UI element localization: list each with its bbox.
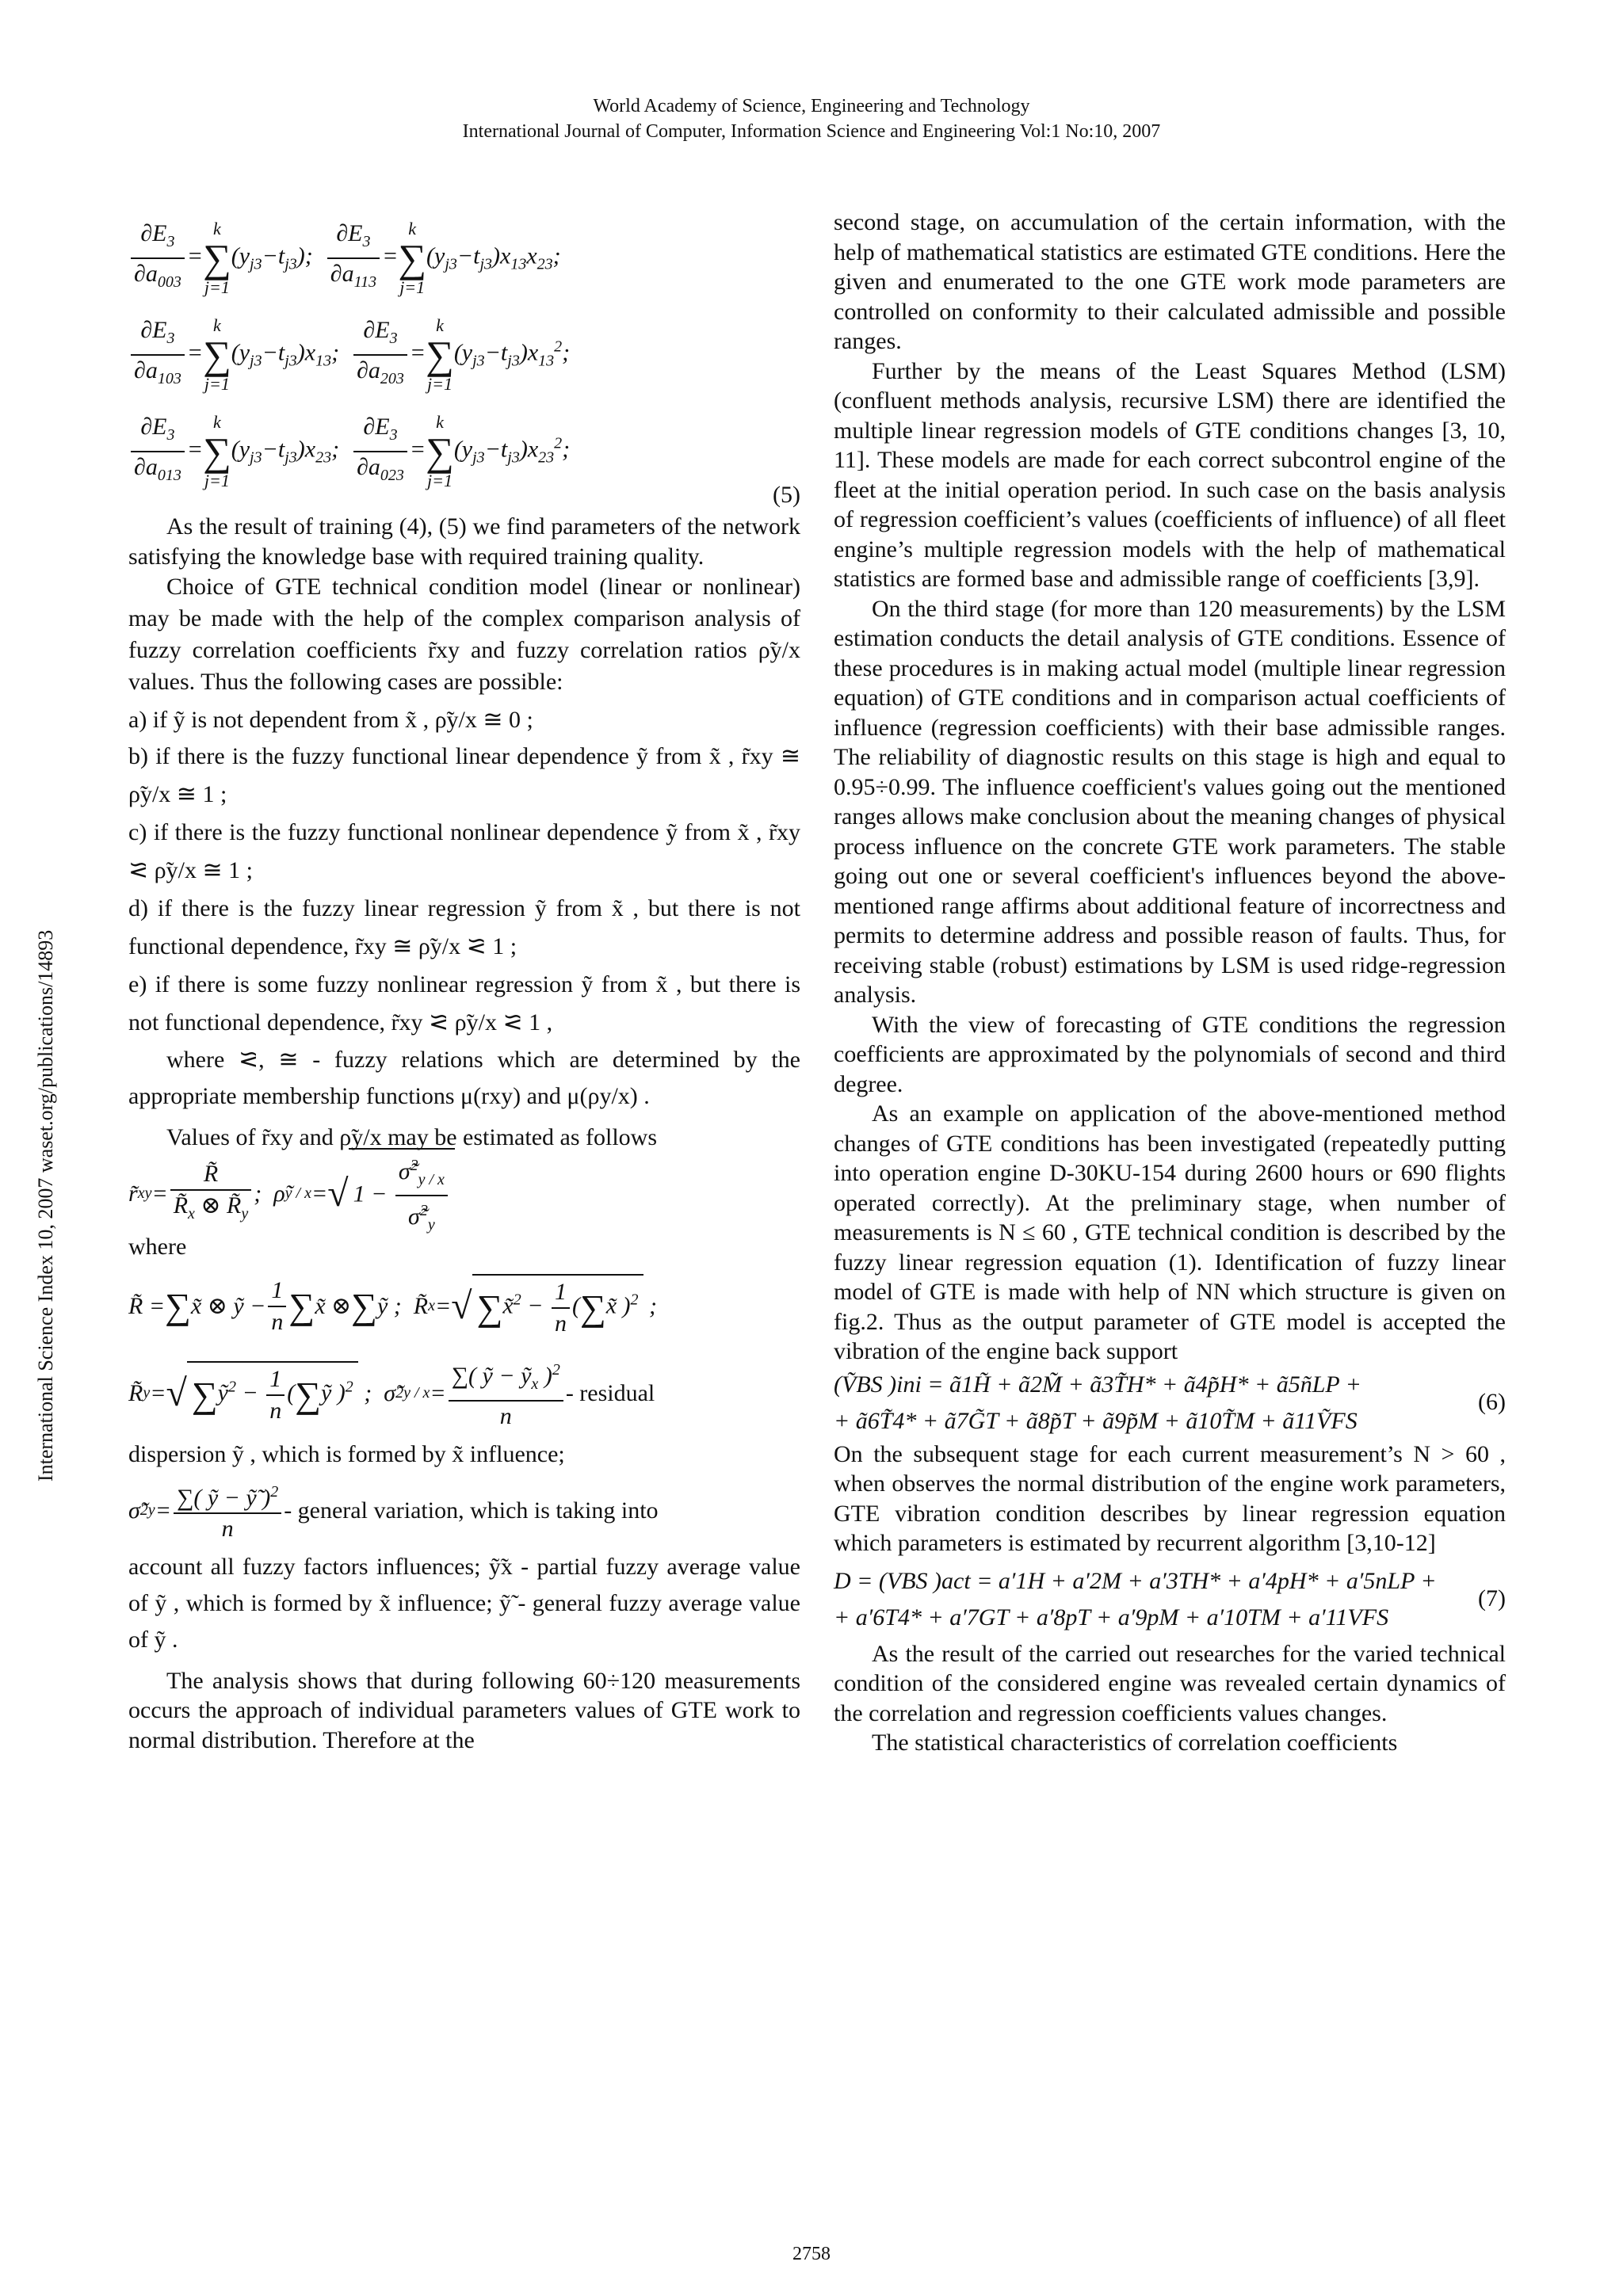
derivative-row-3: $\frac{\partial E_3}{\partial a_{013}}$ =k ∑ $j=1(y_{j3}-t_{j3})x_{23}$; $\frac{\partial E_3}{\partial a_{023}}$ =k ∑ $j=1(y_{j3}-t_{j3})x_{23}^2$; <box>128 412 800 483</box>
derivative-row-1: $\frac{\partial E_3}{\partial a_{003}}$ =k ∑ $j=1(y_{j3}-t_{j3})$; $\frac{\partial E_3}{\partial a_{113}}$ =k ∑ $j=1(y_{j3}-t_{j3})x_{13}x_{23}$; <box>128 219 800 315</box>
sum-symbol: k ∑ j=1 <box>398 218 426 297</box>
frac-one-over-n: $\frac{1}{n}$ <box>266 1364 285 1425</box>
right-column <box>834 208 1506 1758</box>
frac-sigma-ratio: $\frac{\sigmã^2_{y / x}}{\sigmã^2_y}$ <box>395 1151 448 1241</box>
equation-6-number: (6) <box>1478 1388 1506 1415</box>
frac-residual: $\frac{\sum( ỹ - ỹ_x )^2}{n}$ <box>449 1356 563 1431</box>
frac-one-over-n: $\frac{1}{n}$ <box>552 1277 570 1338</box>
paragraph-analysis: The analysis shows that during following 60÷120 measurements occurs the approach of individual parameters values of GTE work to normal distribution. Therefore at the <box>128 1667 800 1753</box>
page-header <box>0 93 1623 144</box>
equation-5-block <box>128 219 800 512</box>
sqrt-symbol: √ <box>451 1284 472 1327</box>
paragraph-training: As the result of training (4), (5) we find parameters of the network satisfying the knowledge base with required training quality. <box>128 513 800 570</box>
sum-symbol: k ∑ j=1 <box>426 411 454 490</box>
paragraph-model-choice: Choice of GTE technical condition model (linear or nonlinear) may be made with the help of the complex comparison analysis of fuzzy correlation coefficients r̃xy and fuzzy correlation ratios ρ̃y/x values. Thus the following cases are possible: <box>128 574 800 695</box>
formula-R-Rx: R̃ = ∑ x̃ ⊗ ỹ − $\frac{1}{n}$ ∑ x̃ ⊗ ∑ ỹ ; R̃ x = √ ∑x̃$^2$ − $\frac{1}{n}$ (∑x̃ )$^2$ ; <box>128 1262 800 1351</box>
sum-symbol: k ∑ j=1 <box>426 315 454 394</box>
sum-symbol: k ∑ j=1 <box>203 315 231 394</box>
label-general-variation: - general variation, which is taking into <box>284 1497 659 1524</box>
equation-7-number: (7) <box>1478 1585 1506 1611</box>
paragraph-statistical: The statistical characteristics of correlation coefficients <box>872 1730 1398 1756</box>
header-line-1: World Academy of Science, Engineering and Technology <box>593 96 1030 116</box>
equation-6-block <box>834 1367 1506 1440</box>
paragraph-second-stage: second stage, on accumulation of the certain information, with the help of mathematical statistics are estimated GTE conditions. Here the given and enumerated to the one GTE work mode parameters are controlled on conformity to their calculated admissible and possible ranges. <box>834 209 1506 354</box>
sum-symbol: k ∑ j=1 <box>203 411 231 490</box>
frac-general-variation: $\frac{\sum( ỹ - ỹ̃ )^2}{n}$ <box>174 1478 281 1544</box>
paragraph-fuzzy-relations: where ⪝, ≅ - fuzzy relations which are determined by the appropriate membership functions μ(rxy) and μ(ρy/x) . <box>128 1047 800 1109</box>
equation-6-line-2: + ã6T̃4* + ã7G̃T + ã8p̃T + ã9p̃M + ã10T̃M + ã11ṼFS <box>834 1407 1358 1434</box>
paragraph-result: As the result of the carried out researches for the varied technical condition of the considered engine was revealed certain dynamics of the correlation and regression coefficients values changes. <box>834 1640 1506 1726</box>
case-c: c) if there is the fuzzy functional nonlinear dependence ỹ from x̃ , r̃xy ⪝ ρ̃y/x ≅ 1 ; <box>128 819 800 883</box>
paragraph-third-stage: On the third stage (for more than 120 measurements) by the LSM estimation conducts the detail analysis of GTE conditions. Essence of these procedures is in making actual model (multiple linear regression equation) of GTE conditions and in comparison actual coefficients of influence (regression coefficients) with their base admissible ranges. The reliability of diagnostic results on this stage is high and equal to 0.95÷0.99. The influence coefficient's values going out the mentioned ranges allows make conclusion about the meaning changes of physical process influence on the concrete GTE work parameters. The stable going out one or several coefficient's influences beyond the above-mentioned range affirms about additional feature of incorrectness and permits to determine address and possible reason of faults. Thus, for receiving stable (robust) estimations by LSM is used ridge-regression analysis. <box>834 595 1506 1008</box>
sum-symbol: k ∑ j=1 <box>203 218 231 297</box>
frac-dE-da113: $\frac{\partial E_3}{\partial a_{113}}$ <box>327 219 380 297</box>
paragraph-example: As an example on application of the above-mentioned method changes of GTE conditions has been investigated (repeatedly putting into operation engine D-30KU-154 during 2600 hours or 690 flights operated correctly). At the preliminary stage, when number of measurements is N ≤ 60 , GTE technical condition is described by the fuzzy linear regression equation (1). Identification of fuzzy linear model of GTE is made with help of NN which structure is given on fig.2. Thus as the output parameter of GTE model is accepted the vibration of the engine back support <box>834 1100 1506 1364</box>
equation-7-block <box>834 1563 1506 1639</box>
paragraph-account: account all fuzzy factors influences; ỹ̃x - partial fuzzy average value of ỹ , which is formed by x̃ influence; ỹ̃ - general fuzzy average value of ỹ . <box>128 1553 800 1653</box>
page-number: 2758 <box>792 2244 831 2264</box>
label-where: where <box>128 1234 187 1260</box>
label-residual: - residual <box>565 1379 655 1406</box>
equation-7-line-1: D = (VBS )act = a′1H + a′2M + a′3TH* + a′4pH* + a′5nLP + <box>834 1567 1437 1594</box>
equation-7-line-2: + a′6T4* + a′7GT + a′8pT + a′9pM + a′10TM + a′11VFS <box>834 1604 1389 1630</box>
case-a: a) if ỹ is not dependent from x̃ , ρ̃y/x ≅ 0 ; <box>128 707 533 733</box>
sqrt-symbol: √ <box>327 1173 349 1215</box>
paragraph-dispersion: dispersion ỹ , which is formed by x̃ influence; <box>128 1440 565 1467</box>
equation-5-number: (5) <box>773 482 800 508</box>
frac-dE-da103: $\frac{\partial E_3}{\partial a_{103}}$ <box>131 315 185 394</box>
frac-dE-da023: $\frac{\partial E_3}{\partial a_{023}}$ <box>353 412 407 490</box>
frac-rxy: $\frac{R̃}{R̃_x \otimes R̃_y}$ <box>170 1159 252 1229</box>
formula-Ry-sigma: R̃ y = √ ∑ỹ$^2$ − $\frac{1}{n}$ (∑ỹ )$^2$ ; σ̃ 2 y / x = $\frac{\sum( ỹ - ỹ_x )^2}{n}$ - residual <box>128 1351 800 1436</box>
frac-dE-da013: $\frac{\partial E_3}{\partial a_{013}}$ <box>131 412 185 490</box>
sqrt-symbol: √ <box>166 1371 187 1414</box>
case-d: d) if there is the fuzzy linear regression ỹ from x̃ , but there is not functional dependence, r̃xy ≅ ρ̃y/x ⪝ 1 ; <box>128 895 800 959</box>
paragraph-values-estimated: Values of r̃xy and ρ̃y/x may be estimated as follows <box>166 1124 657 1150</box>
equation-6-line-1: (ṼBS )ini = ã1H̃ + ã2M̃ + ã3T̃H* + ã4p̃H* + ã5ñLP + <box>834 1371 1361 1398</box>
frac-dE-da203: $\frac{\partial E_3}{\partial a_{203}}$ <box>353 315 407 394</box>
frac-dE-da003: $\frac{\partial E_3}{\partial a_{003}}$ <box>131 219 185 297</box>
formula-general-variation: σ̃ 2 y = $\frac{\sum( ỹ - ỹ̃ )^2}{n}$ - general variation, which is taking into <box>128 1473 800 1549</box>
frac-one-over-n: $\frac{1}{n}$ <box>268 1276 286 1337</box>
formula-rxy-rho: r̃ xy = $\frac{R̃}{R̃_x \otimes R̃_y}$ ; ρ̃ y / x = √ 1 − $\frac{\sigmã^2_{y / x}}{\sigmã^2_y}$ <box>128 1156 800 1232</box>
left-column <box>128 219 800 1755</box>
side-publication-label: International Science Index 10, 2007 waset.org/publications/14893 <box>34 929 57 1482</box>
paragraph-subsequent: On the subsequent stage for each current measurement’s N > 60 , when observes the normal distribution of the engine work parameters, GTE vibration condition describes by linear regression equation which parameters is estimated by recurrent algorithm [3,10-12] <box>834 1440 1506 1556</box>
derivative-row-2: $\frac{\partial E_3}{\partial a_{103}}$ =k ∑ $j=1(y_{j3}-t_{j3})x_{13}$; $\frac{\partial E_3}{\partial a_{203}}$ =k ∑ $j=1(y_{j3}-t_{j3})x_{13}^2$; <box>128 315 800 412</box>
case-b: b) if there is the fuzzy functional linear dependence ỹ from x̃ , r̃xy ≅ ρ̃y/x ≅ 1 ; <box>128 743 800 807</box>
paragraph-forecasting: With the view of forecasting of GTE conditions the regression coefficients are approximated by the polynomials of second and third degree. <box>834 1011 1506 1097</box>
case-e: e) if there is some fuzzy nonlinear regression ỹ from x̃ , but there is not functional dependence, r̃xy ⪝ ρ̃y/x ⪝ 1 , <box>128 971 800 1035</box>
paragraph-lsm: Further by the means of the Least Squares Method (LSM) (confluent methods analysis, recursive LSM) there are identified the multiple linear regression models of GTE conditions changes [3, 10, 11]. These models are made for each correct subcontrol engine of the fleet at the initial operation period. In such case on the basis analysis of regression coefficient’s values (coefficients of influence) of all fleet engine’s multiple regression models with the help of mathematical statistics are formed base and admissible range of coefficients [3,9]. <box>834 357 1506 592</box>
header-line-2: International Journal of Computer, Information Science and Engineering Vol:1 No:10, 2007 <box>462 121 1161 142</box>
